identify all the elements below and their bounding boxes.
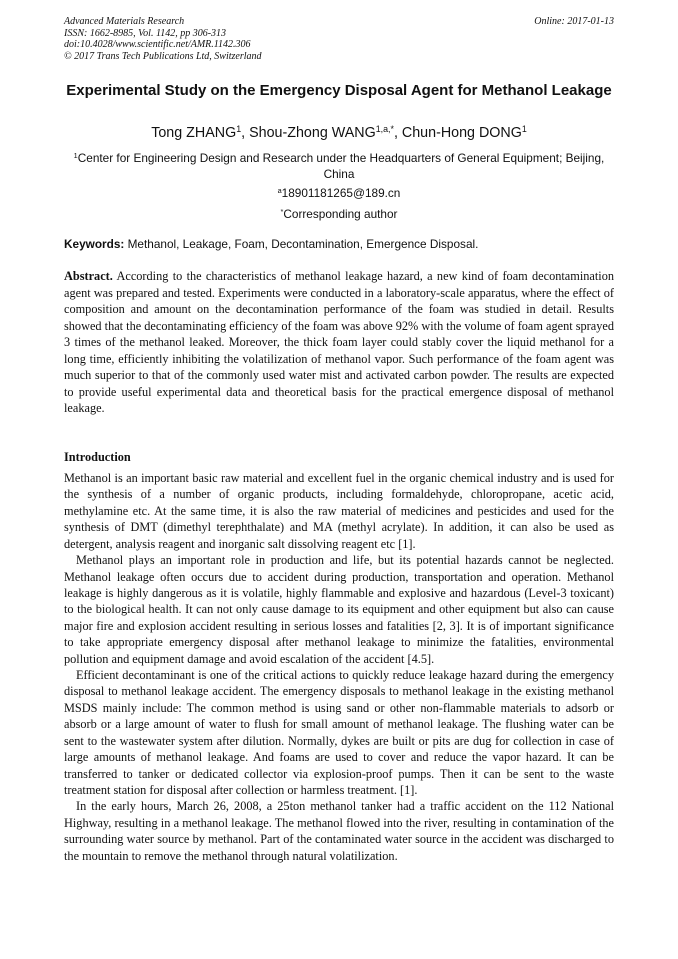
author-name: Chun-Hong DONG	[401, 125, 522, 141]
doi-line: doi:10.4028/www.scientific.net/AMR.1142.306	[64, 39, 251, 50]
issn-line: ISSN: 1662-8985, Vol. 1142, pp 306-313	[64, 27, 227, 39]
copyright-line: © 2017 Trans Tech Publications Ltd, Switzerland	[64, 50, 262, 62]
author-name: Shou-Zhong WANG	[249, 125, 376, 141]
affiliation	[64, 150, 614, 182]
body-paragraph: Efficient decontaminant is one of the critical actions to quickly reduce leakage hazard during the emergency disposal to methanol leakage accident. The emergency disposals to methanol leakage in the existing methanol MSDS mainly include: The common method is using sand or other non-flammable materials to adsorb or absorb or a large amount of water to flush for small amount of methanol leakage. The flushing water can be sent to the wastewater system after dilution. Normally, dykes are built or pits are dug for collection in case of large amounts of methanol leakage. And foams are used to cover and reduce the vapor hazard. It can be transferred to tanker or dedicated collector via explosion-proof pumps. Then it can be sent to the waste treatment station for disposal after collection or harmless treatment. [1].	[64, 668, 614, 798]
keywords	[64, 236, 614, 252]
online-date: Online: 2017-01-13	[534, 16, 614, 27]
author-list	[64, 124, 614, 142]
section-heading-introduction: Introduction	[64, 450, 131, 464]
author-email	[64, 185, 614, 201]
introduction-body	[64, 470, 614, 864]
journal-header	[64, 16, 614, 62]
journal-name: Advanced Materials Research	[64, 16, 185, 27]
author-affiliation-mark: 1,a,*	[375, 124, 394, 135]
author-separator: ,	[393, 125, 402, 141]
keywords-text: Methanol, Leakage, Foam, Decontamination, Emergence Disposal.	[124, 237, 479, 251]
author-separator: ,	[241, 125, 250, 141]
body-paragraph: Methanol plays an important role in production and life, but its potential hazards cannot be neglected. Methanol leakage often occurs due to accident during production, transportation and operation. Methanol leakage is highly dangerous as it is volatile, highly flammable and explosive and hazardous (Level-3 toxicant) to the biological health. It can not only cause damage to its equipment and other equipment but also can cause major fire and explosion accident resulting in serious losses and fatalities [2, 3]. It is of important significance to take appropriate emergency disposal after methanol leakage to minimize the fatalities, environmental pollution and equipment damage and avoid escalation of the accident [4.5].	[64, 553, 614, 666]
abstract	[64, 268, 614, 417]
email-address: 18901181265@189.cn	[281, 186, 401, 200]
corresponding-author-note	[64, 206, 614, 222]
body-paragraph: In the early hours, March 26, 2008, a 25ton methanol tanker had a traffic accident on the 112 National Highway, resulting in a methanol leakage. The methanol flowed into the river, resulting in contamination of the surrounding water source by methanol. Part of the contaminated water source in the accident was discharged to the mountain to remove the methanol through natural volatilization.	[64, 799, 614, 863]
affiliation-mark: 1	[73, 150, 78, 160]
corresponding-mark: *	[280, 206, 284, 216]
affiliation-text: Center for Engineering Design and Research under the Headquarters of General Equipment; Beijing, China	[77, 151, 605, 181]
email-mark: a	[277, 185, 282, 195]
corresponding-text: Corresponding author	[283, 207, 398, 221]
abstract-text: According to the characteristics of methanol leakage hazard, a new kind of foam decontamination agent was prepared and tested. Experiments were conducted in a laboratory-scale apparatus, where the effect of composition and amount on the decontamination performance of the foam was studied in detail. Results showed that the decontaminating efficiency of the foam was above 92% with the volume of foam agent sprayed 3 times of the methanol leaked. Moreover, the thick foam layer could stably cover the liquid methanol for a long time, efficiently inhibiting the volatilization of methanol vapor. Such performance of the foam agent was much superior to that of the commonly used water mist and activated carbon powder. The results are expected to provide useful experimental data and theoretical basis for the practical emergence disposal of methanol leakage.	[64, 269, 614, 415]
body-paragraph: Methanol is an important basic raw material and excellent fuel in the organic chemical industry and is used for the synthesis of a number of organic products, including formaldehyde, chloropropane, acetic acid, methylamine etc. At the same time, it is also the raw material of medicines and pesticides and used for the synthesis of DMT (dimethyl terephthalate) and MA (methyl acrylate). In addition, it can also be used as detergent, analysis reagent and inorganic salt dissolving reagent etc [1].	[64, 471, 614, 551]
author-affiliation-mark: 1	[236, 124, 242, 135]
author-name: Tong ZHANG	[151, 125, 237, 141]
keywords-label: Keywords:	[64, 237, 125, 251]
paper-title: Experimental Study on the Emergency Disposal Agent for Methanol Leakage	[66, 82, 612, 99]
author-affiliation-mark: 1	[521, 124, 527, 135]
abstract-label: Abstract.	[64, 269, 113, 283]
